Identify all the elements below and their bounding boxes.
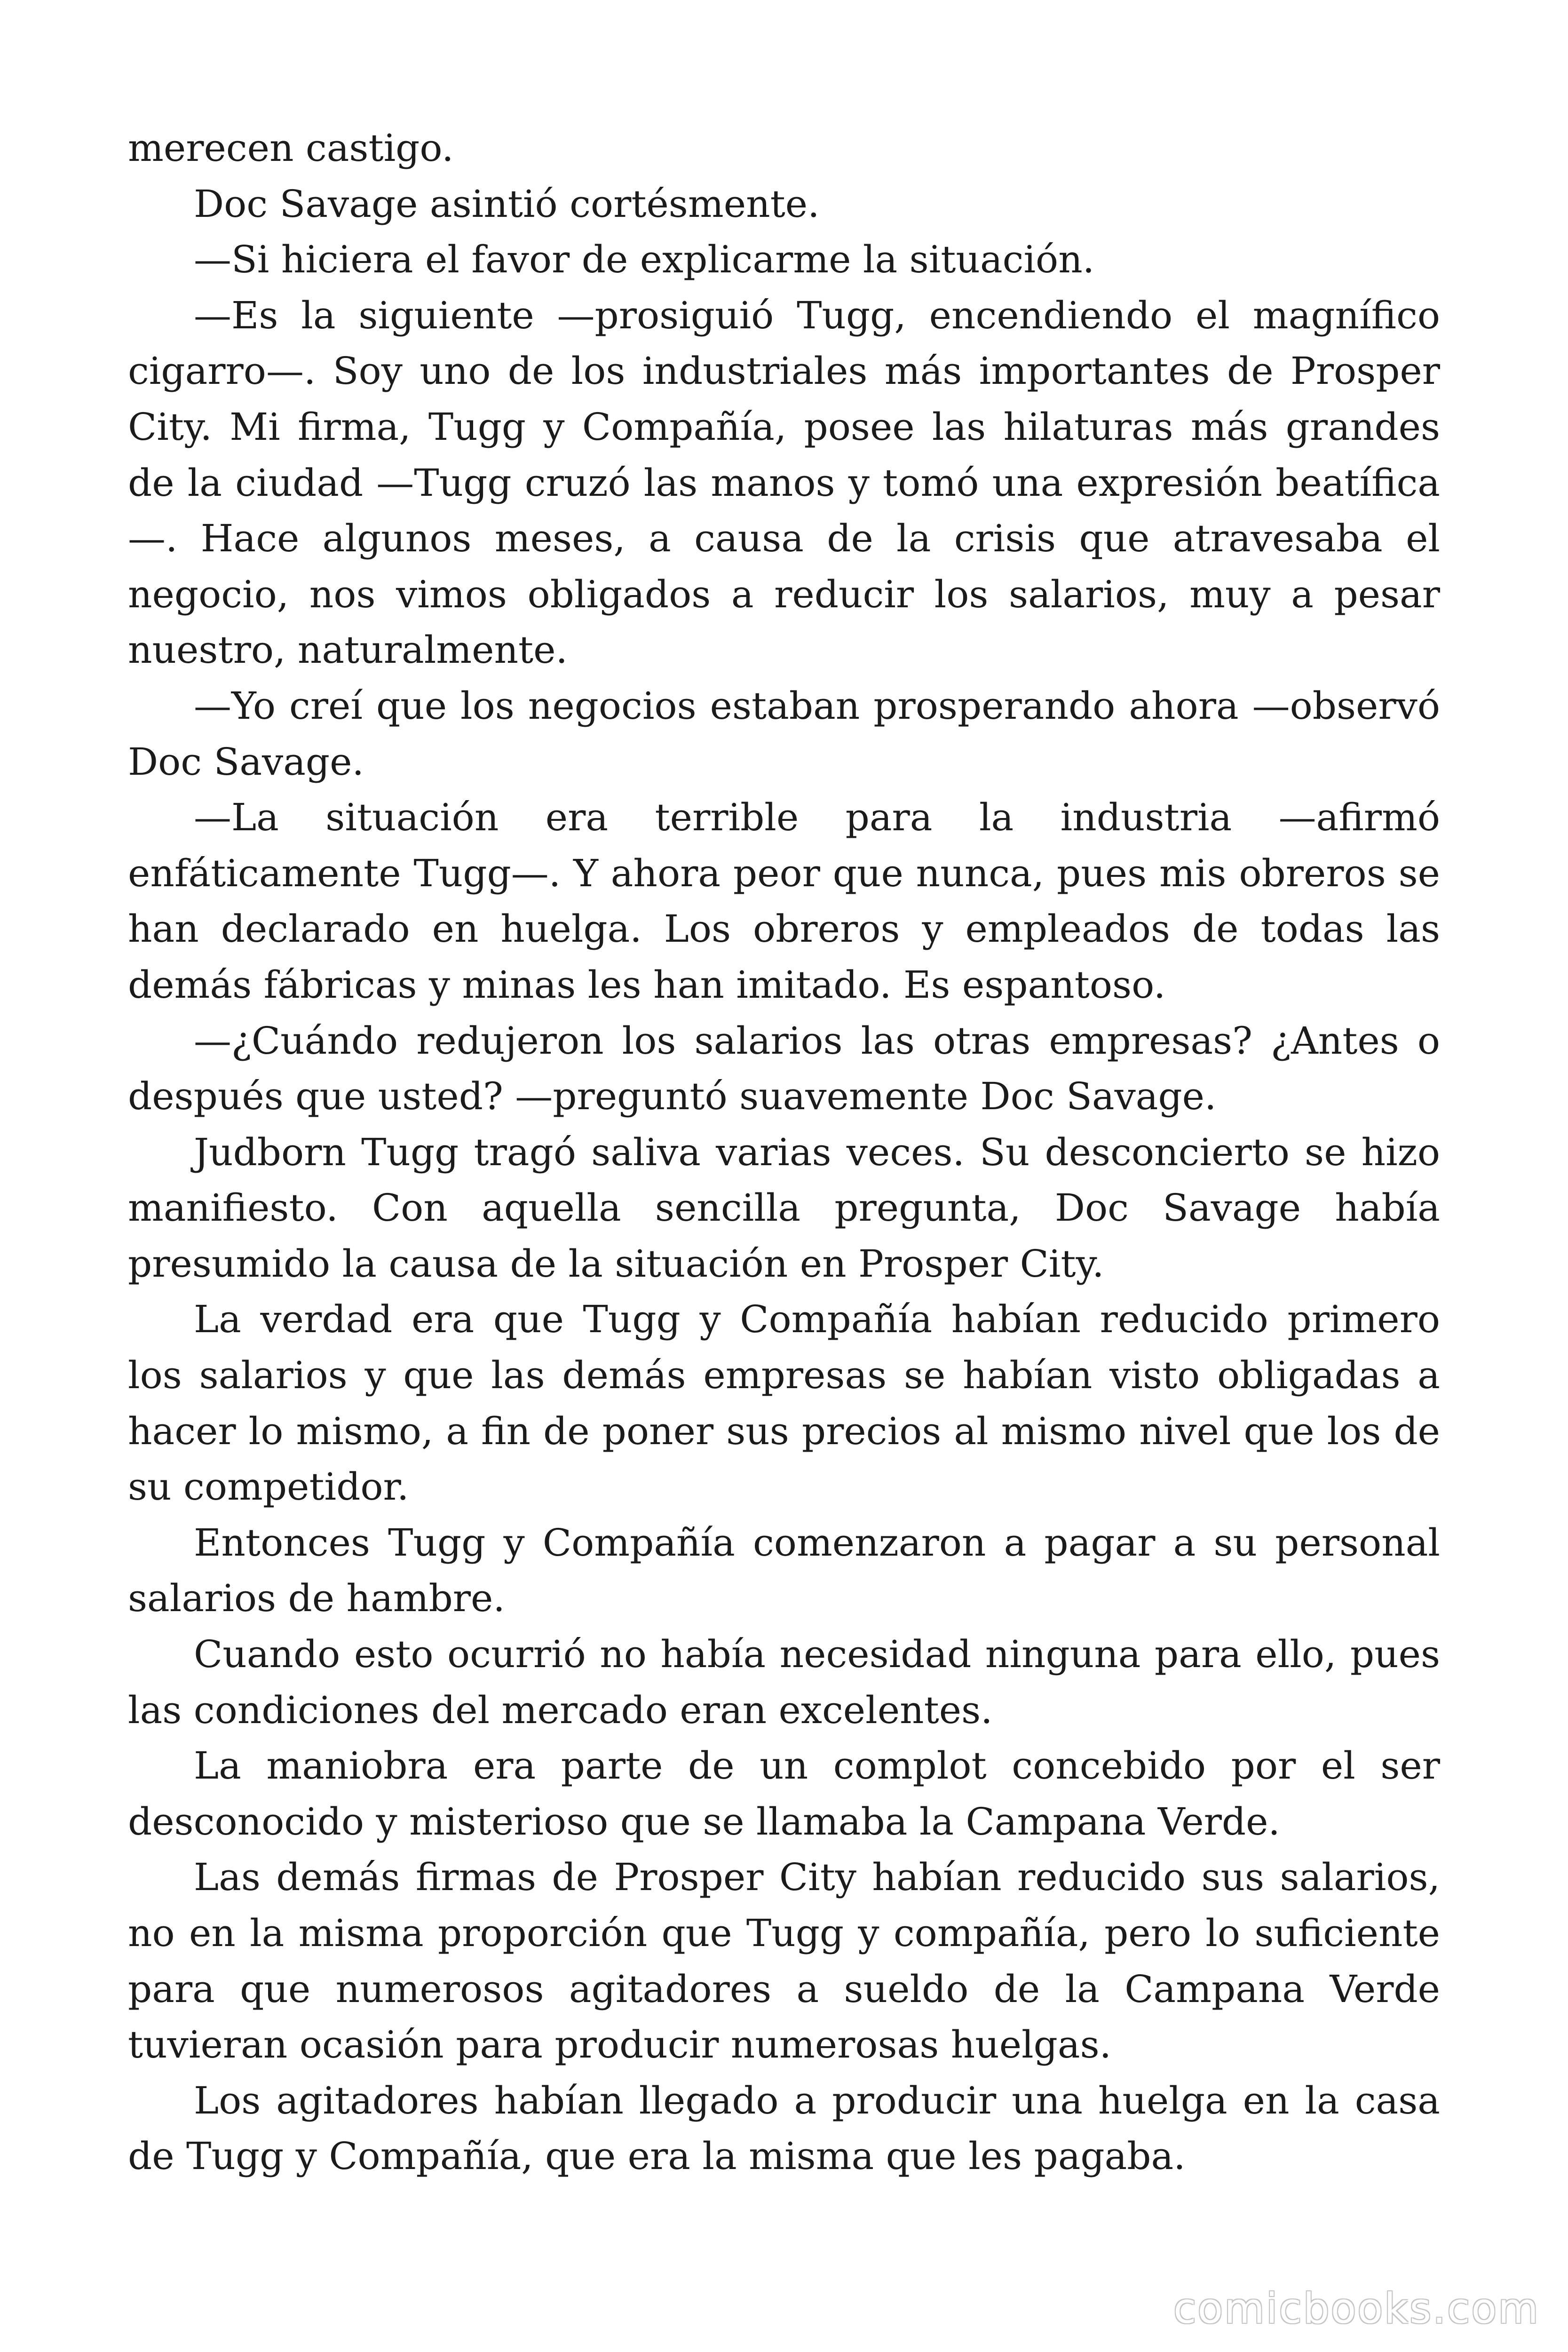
paragraph-1: merecen castigo. bbox=[128, 126, 454, 170]
paragraph-6: —La situación era terrible para la industria —afirmó enfáticamente Tugg—. Y ahora peor que nunca, pues mis obreros se han declarado en huelga. Los obreros y empleados de todas las demás fábricas y minas les han imitado. Es espantoso. bbox=[128, 795, 1440, 1007]
paragraph-7: —¿Cuándo redujeron los salarios las otras empresas? ¿Antes o después que usted? —preguntó suavemente Doc Savage. bbox=[128, 1018, 1440, 1119]
paragraph-4: —Es la siguiente —prosiguió Tugg, encendiendo el magnífico cigarro—. Soy uno de los industriales más importantes de Prosper City. Mi firma, Tugg y Compañía, posee las hilaturas más grandes de la ciudad —Tugg cruzó las manos y tomó una expresión beatífica —. Hace algunos meses, a causa de la crisis que atravesaba el negocio, nos vimos obligados a reducir los salarios, muy a pesar nuestro, naturalmente. bbox=[128, 293, 1440, 672]
paragraph-13: Las demás firmas de Prosper City habían reducido sus salarios, no en la misma proporción que Tugg y compañía, pero lo suficiente para que numerosos agitadores a sueldo de la Campana Verde tuvieran ocasión para producir numerosas huelgas. bbox=[128, 1855, 1440, 2067]
paragraph-2: Doc Savage asintió cortésmente. bbox=[194, 182, 820, 226]
paragraph-10: Entonces Tugg y Compañía comenzaron a pagar a su personal salarios de hambre. bbox=[128, 1520, 1440, 1621]
paragraph-11: Cuando esto ocurrió no había necesidad ninguna para ello, pues las condiciones del mercado eran excelentes. bbox=[128, 1632, 1440, 1732]
paragraph-5: —Yo creí que los negocios estaban prosperando ahora —observó Doc Savage. bbox=[128, 683, 1440, 784]
paragraph-8: Judborn Tugg tragó saliva varias veces. Su desconcierto se hizo manifiesto. Con aquella sencilla pregunta, Doc Savage había presumido la causa de la situación en Prosper City. bbox=[128, 1130, 1440, 1286]
paragraph-9: La verdad era que Tugg y Compañía habían reducido primero los salarios y que las demás empresas se habían visto obligadas a hacer lo mismo, a fin de poner sus precios al mismo nivel que los de su competidor. bbox=[128, 1297, 1440, 1509]
watermark-logo: comicbooks.com bbox=[1173, 2284, 1540, 2333]
page-text-body bbox=[128, 120, 1440, 2185]
paragraph-3: —Si hiciera el favor de explicarme la situación. bbox=[194, 238, 1095, 282]
paragraph-14: Los agitadores habían llegado a producir una huelga en la casa de Tugg y Compañía, que era la misma que les pagaba. bbox=[128, 2078, 1440, 2178]
paragraph-12: La maniobra era parte de un complot concebido por el ser desconocido y misterioso que se llamaba la Campana Verde. bbox=[128, 1744, 1440, 1843]
